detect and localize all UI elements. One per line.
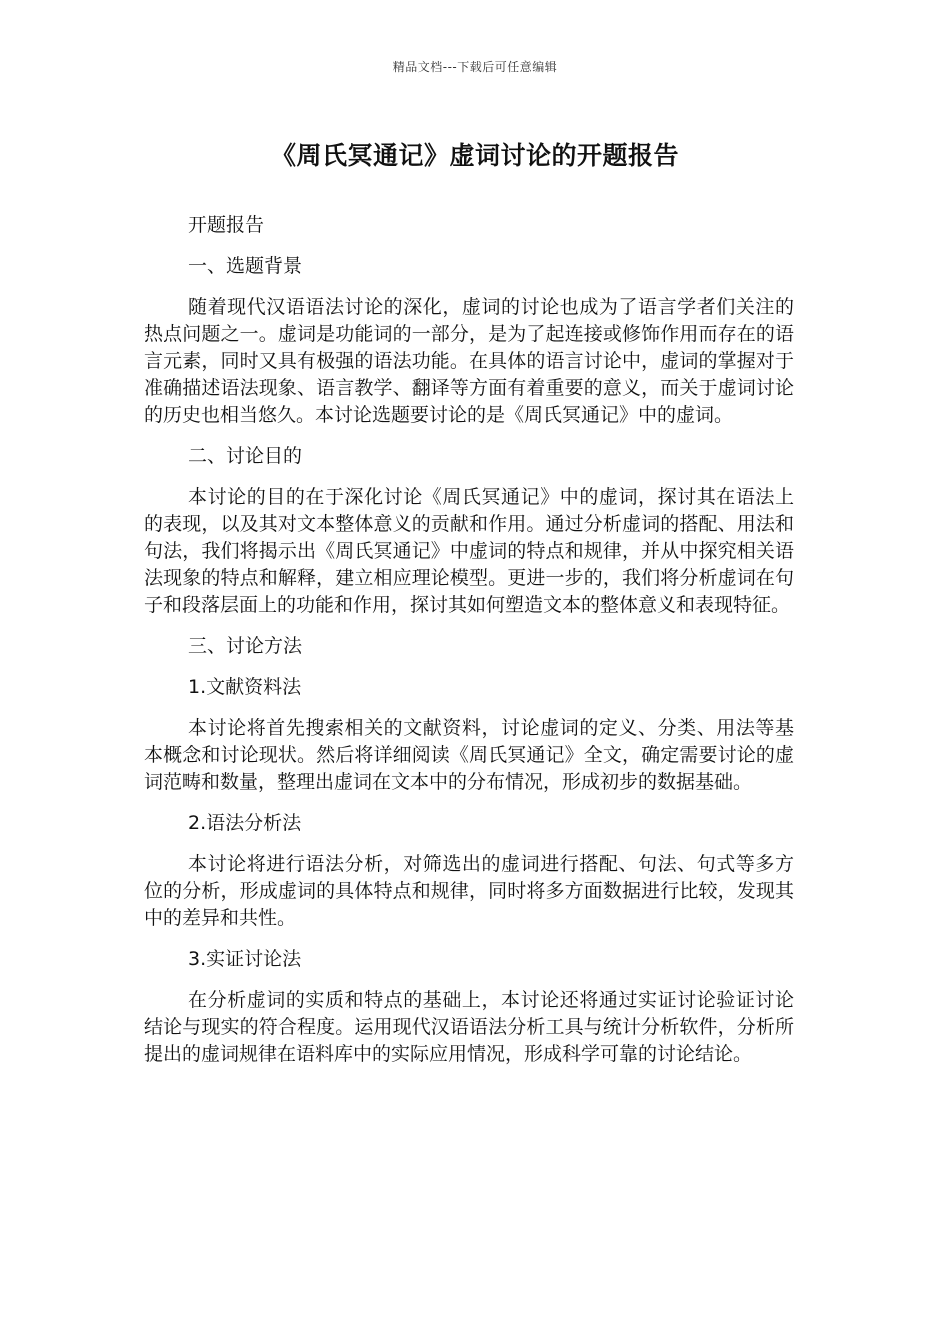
paragraph-literature: 本讨论将首先搜索相关的文献资料，讨论虚词的定义、分类、用法等基本概念和讨论现状。然后将详细阅读《周氏冥通记》全文，确定需要讨论的虚词范畴和数量，整理出虚词在文本中的分布情况，形成初步的数据基础。 (144, 717, 794, 793)
paragraph-background: 随着现代汉语语法讨论的深化，虚词的讨论也成为了语言学者们关注的热点问题之一。虚词是功能词的一部分，是为了起连接或修饰作用而存在的语言元素，同时又具有极强的语法功能。在具体的语言讨论中，虚词的掌握对于准确描述语法现象、语言教学、翻译等方面有着重要的意义，而关于虚词讨论的历史也相当悠久。本讨论选题要讨论的是《周氏冥通记》中的虚词。 (144, 296, 794, 426)
method-heading-literature: 1.文献资料法 (188, 676, 302, 698)
method-heading-empirical: 3.实证讨论法 (188, 948, 302, 970)
header-note: 精品文档---下载后可任意编辑 (392, 60, 558, 74)
document-body (144, 212, 794, 1082)
paragraph-empirical: 在分析虚词的实质和特点的基础上，本讨论还将通过实证讨论验证讨论结论与现实的符合程度。运用现代汉语语法分析工具与统计分析软件，分析所提出的虚词规律在语料库中的实际应用情况，形成科学可靠的讨论结论。 (144, 989, 794, 1065)
section-heading-background: 一、选题背景 (188, 255, 303, 277)
paragraph-grammar: 本讨论将进行语法分析，对筛选出的虚词进行搭配、句法、句式等多方位的分析，形成虚词的具体特点和规律，同时将多方面数据进行比较，发现其中的差异和共性。 (144, 853, 794, 929)
section-heading-methods: 三、讨论方法 (188, 635, 303, 657)
paragraph-purpose: 本讨论的目的在于深化讨论《周氏冥通记》中的虚词，探讨其在语法上的表现，以及其对文本整体意义的贡献和作用。通过分析虚词的搭配、用法和句法，我们将揭示出《周氏冥通记》中虚词的特点和规律，并从中探究相关语法现象的特点和解释，建立相应理论模型。更进一步的，我们将分析虚词在句子和段落层面上的功能和作用，探讨其如何塑造文本的整体意义和表现特征。 (144, 486, 794, 616)
report-label: 开题报告 (188, 214, 265, 236)
document-title: 《周氏冥通记》虚词讨论的开题报告 (270, 141, 679, 170)
section-heading-purpose: 二、讨论目的 (188, 445, 303, 467)
method-heading-grammar: 2.语法分析法 (188, 812, 302, 834)
